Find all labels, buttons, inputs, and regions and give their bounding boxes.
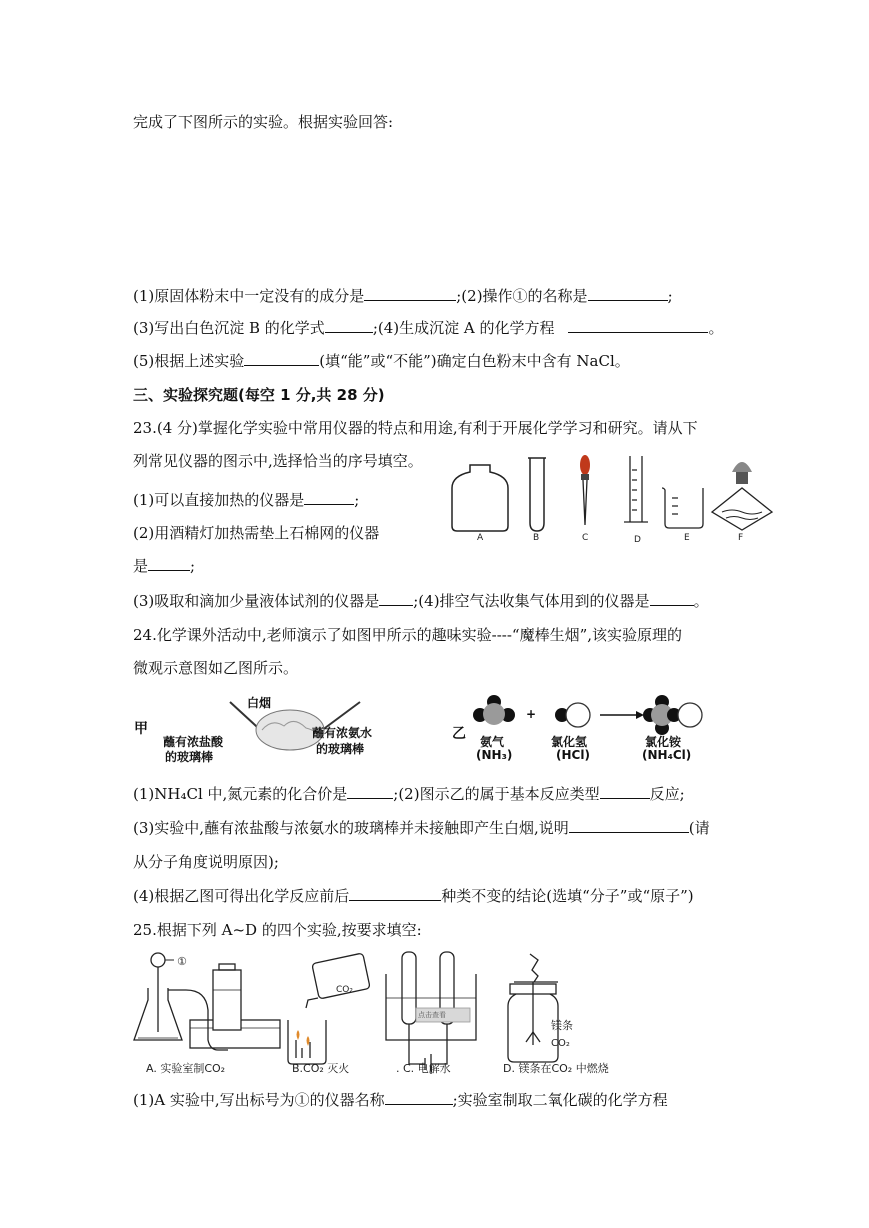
left-rod-label-2: 的玻璃棒 [165,750,214,764]
instrument-label-d: D [634,535,641,545]
instruments-figure [450,450,780,550]
wide-mouth-bottle-icon [452,465,508,531]
q23-part2: (2)用酒精灯加热需垫上石棉网的仪器 [133,524,380,542]
hydrogen-chloride-molecule-icon [555,703,590,727]
ammonium-chloride-molecule-icon [643,695,702,735]
magnesium-ribbon-label: 镁条 [551,1019,573,1032]
left-rod-label-1: 蘸有浓盐酸 [163,735,224,749]
answer-blank[interactable] [385,1090,453,1105]
answer-blank[interactable] [600,784,650,799]
q25-part1: (1)A 实验中,写出标号为①的仪器名称 ;实验室制取二氧化碳的化学方程 [133,1091,668,1109]
species-formula-hcl: (HCl) [556,748,590,762]
click-to-view-watermark: 点击查看 [418,1011,446,1019]
graduated-cylinder-icon [624,456,648,522]
instrument-label-b: B [533,533,540,543]
answer-blank[interactable] [569,818,689,833]
answer-blank[interactable] [304,490,354,505]
figure-jia-label: 甲 [134,721,148,737]
answer-blank[interactable] [568,318,708,333]
figure-yi-label: 乙 [452,726,466,742]
q22-part1: (1)原固体粉末中一定没有的成分是 ;(2)操作①的名称是 ; [133,287,673,305]
q23-stem-line1: 23.(4 分)掌握化学实验中常用仪器的特点和用途,有利于开展化学学习和研究。请从下 [133,419,698,437]
caption-c: . C. 电解水 [396,1062,451,1075]
species-formula-ammonia: (NH₃) [476,748,513,762]
co2-extinguish-apparatus-icon [288,953,370,1064]
q25-stem: 25.根据下列 A~D 的四个实验,按要求填空: [133,921,422,939]
co2-generator-apparatus-icon [134,953,280,1050]
species-name-hcl: 氯化氢 [551,735,588,749]
species-name-nh4cl: 氯化铵 [645,735,682,749]
answer-blank[interactable] [379,591,413,606]
right-rod-label-1: 蘸有浓氨水 [312,726,373,740]
q23-part1: (1)可以直接加热的仪器是 ; [133,491,360,509]
species-formula-nh4cl: (NH₄Cl) [642,748,692,762]
q23-part2-cont: 是 ; [133,557,196,575]
right-rod-label-2: 的玻璃棒 [316,742,365,756]
answer-blank[interactable] [364,286,456,301]
co2-jar-label: CO₂ [551,1038,570,1049]
instrument-label-c: C [582,533,589,543]
alcohol-lamp-icon [712,462,772,530]
dropper-icon [580,455,590,525]
q24-stem-line1: 24.化学课外活动中,老师演示了如图甲所示的趣味实验----“魔棒生烟”,该实验原理的 [133,626,683,644]
q24-stem-line2: 微观示意图如乙图所示。 [133,659,299,677]
apparatus-marker-1: ① [177,955,187,968]
species-name-ammonia: 氨气 [480,735,505,749]
answer-blank[interactable] [325,318,373,333]
beaker-icon [662,488,703,528]
instrument-label-a: A [477,533,484,543]
caption-b: B.CO₂ 灭火 [292,1062,350,1075]
q24-part3: (3)实验中,蘸有浓盐酸与浓氨水的玻璃棒并未接触即产生白烟,说明 (请 [133,819,710,837]
q23-stem-line2: 列常见仪器的图示中,选择恰当的序号填空。 [133,452,423,470]
q22-part5: (5)根据上述实验 (填“能”或“不能”)确定白色粉末中含有 NaCl。 [133,352,630,370]
answer-blank[interactable] [347,784,393,799]
q22-part3: (3)写出白色沉淀 B 的化学式 ;(4)生成沉淀 A 的化学方程 。 [133,319,724,337]
section-heading: 三、实验探究题(每空 1 分,共 28 分) [133,386,385,404]
q24-part4: (4)根据乙图可得出化学反应前后 种类不变的结论(选填“分子”或“原子”) [133,887,694,905]
q24-part1: (1)NH₄Cl 中,氮元素的化合价是 ;(2)图示乙的属于基本反应类型 反应; [133,785,685,803]
co2-bottle-label: CO₂ [336,985,353,995]
q23-part3: (3)吸取和滴加少量液体试剂的仪器是 ;(4)排空气法收集气体用到的仪器是 。 [133,592,709,610]
test-tube-icon [528,458,546,531]
ammonia-molecule-icon [473,695,515,725]
smoke-label: 白烟 [247,696,272,710]
intro-text: 完成了下图所示的实验。根据实验回答: [133,113,394,131]
q24-part3-cont: 从分子角度说明原因); [133,853,279,871]
instrument-label-e: E [684,533,690,543]
answer-blank[interactable] [244,351,319,366]
instrument-label-f: F [738,533,744,543]
answer-blank[interactable] [349,886,441,901]
answer-blank[interactable] [650,591,694,606]
caption-d: D. 镁条在CO₂ 中燃烧 [503,1062,609,1075]
caption-a: A. 实验室制CO₂ [146,1062,226,1075]
plus-sign: + [526,707,537,721]
answer-blank[interactable] [148,556,190,571]
reaction-arrow-icon [600,711,644,719]
answer-blank[interactable] [588,286,668,301]
